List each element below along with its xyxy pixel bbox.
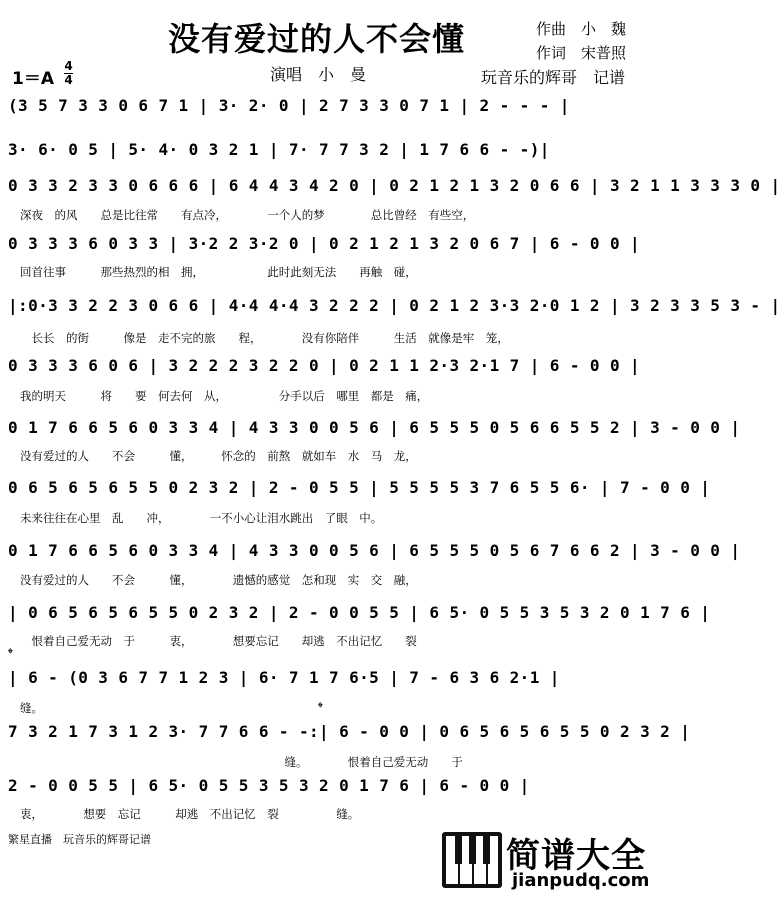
notation-row: 3· 6· 0 5 | 5· 4· 0 3 2 1 | 7· 7 7 3 2 | 1 7 6 6 - -)| bbox=[8, 140, 550, 159]
piano-icon bbox=[442, 832, 502, 888]
notation-row: | 6 - (0 3 6 7 7 1 2 3 | 6· 7 1 7 6·5 | 7 - 6 3 6 2·1 | bbox=[8, 668, 560, 687]
notation-row: 7 3 2 1 7 3 1 2 3· 7 7 6 6 - -:| 6 - 0 0 | 0 6 5 6 5 6 5 5 0 2 3 2 | bbox=[8, 722, 691, 741]
notation-row: 0 3 3 3 6 0 3 3 | 3·2 2 3·2 0 | 0 2 1 2 1 3 2 0 6 7 | 6 - 0 0 | bbox=[8, 234, 641, 253]
time-signature bbox=[64, 60, 73, 87]
notation-row: 2 - 0 0 5 5 | 6 5· 0 5 5 3 5 3 2 0 1 7 6 | 6 - 0 0 | bbox=[8, 776, 530, 795]
notation-row: 0 3 3 3 6 0 6 | 3 2 2 2 3 2 2 0 | 0 2 1 1 2·3 2·1 7 | 6 - 0 0 | bbox=[8, 356, 641, 375]
singer-credit: 演唱 小 曼 bbox=[270, 65, 367, 84]
lyric-row: 衷， 想要 忘记 却逃 不出记忆 裂 缝。 bbox=[20, 807, 360, 821]
footer-note: 繁星直播 玩音乐的辉哥记谱 bbox=[8, 833, 151, 846]
lyric-row: 我的明天 将 要 何去何 从， 分手以后 哪里 都是 痛， bbox=[20, 389, 429, 403]
song-title: 没有爱过的人不会懂 bbox=[168, 20, 466, 58]
logo-url: jianpudq.com bbox=[512, 870, 650, 891]
segno-icon: 𝄌 bbox=[318, 700, 323, 716]
time-signature-top: 4 bbox=[64, 59, 73, 73]
lyric-row: 未来往往在心里 乱 冲， 一不小心让泪水跳出 了眼 中。 bbox=[20, 511, 383, 525]
lyric-row: 缝。 恨着自己爱无动 于 bbox=[20, 755, 463, 769]
lyric-row: 没有爱过的人 不会 懂， 遗憾的感觉 怎和现 实 交 融， bbox=[20, 573, 417, 587]
notation-row: | 0 6 5 6 5 6 5 5 0 2 3 2 | 2 - 0 0 5 5 | 6 5· 0 5 5 3 5 3 2 0 1 7 6 | bbox=[8, 603, 711, 622]
lyric-row: 没有爱过的人 不会 懂， 怀念的 前熬 就如车 水 马 龙， bbox=[20, 449, 417, 463]
key-signature: 1＝A bbox=[12, 69, 54, 89]
notation-row: (3 5 7 3 3 0 6 7 1 | 3· 2· 0 | 2 7 3 3 0 7 1 | 2 - - - | bbox=[8, 96, 570, 115]
lyric-row: 恨着自己爱无动 于 衷， 想要忘记 却逃 不出记忆 裂 bbox=[20, 634, 417, 648]
transcriber-credit: 玩音乐的辉哥 记谱 bbox=[481, 68, 626, 87]
time-signature-bottom: 4 bbox=[64, 73, 73, 87]
lyric-row: 长长 的街 像是 走不完的旅 程， 没有你陪伴 生活 就像是牢 笼， bbox=[20, 331, 509, 345]
lyric-row: 缝。 bbox=[20, 701, 43, 715]
lyric-row: 回首往事 那些热烈的相 拥， 此时此刻无法 再触 碰， bbox=[20, 265, 417, 279]
notation-row: 0 1 7 6 6 5 6 0 3 3 4 | 4 3 3 0 0 5 6 | 6 5 5 5 0 5 6 6 5 5 2 | 3 - 0 0 | bbox=[8, 418, 741, 437]
lyricist-credit: 作词 宋普照 bbox=[536, 44, 627, 62]
segno-icon: 𝄌 bbox=[8, 646, 13, 662]
site-logo bbox=[442, 826, 658, 892]
notation-row: |:0·3 3 2 2 3 0 6 6 | 4·4 4·4 3 2 2 2 | 0 2 1 2 3·3 2·0 1 2 | 3 2 3 3 5 3 - | bbox=[8, 296, 781, 315]
notation-row: 0 6 5 6 5 6 5 5 0 2 3 2 | 2 - 0 5 5 | 5 5 5 5 3 7 6 5 5 6· | 7 - 0 0 | bbox=[8, 478, 711, 497]
lyric-row: 深夜 的风 总是比往常 有点冷， 一个人的梦 总比曾经 有些空， bbox=[20, 208, 475, 222]
composer-credit: 作曲 小 魏 bbox=[536, 20, 627, 38]
notation-row: 0 3 3 2 3 3 0 6 6 6 | 6 4 4 3 4 2 0 | 0 2 1 2 1 3 2 0 6 6 | 3 2 1 1 3 3 3 0 | bbox=[8, 176, 781, 195]
notation-row: 0 1 7 6 6 5 6 0 3 3 4 | 4 3 3 0 0 5 6 | 6 5 5 5 0 5 6 7 6 6 2 | 3 - 0 0 | bbox=[8, 541, 741, 560]
logo-text: 简谱大全 bbox=[506, 836, 646, 876]
